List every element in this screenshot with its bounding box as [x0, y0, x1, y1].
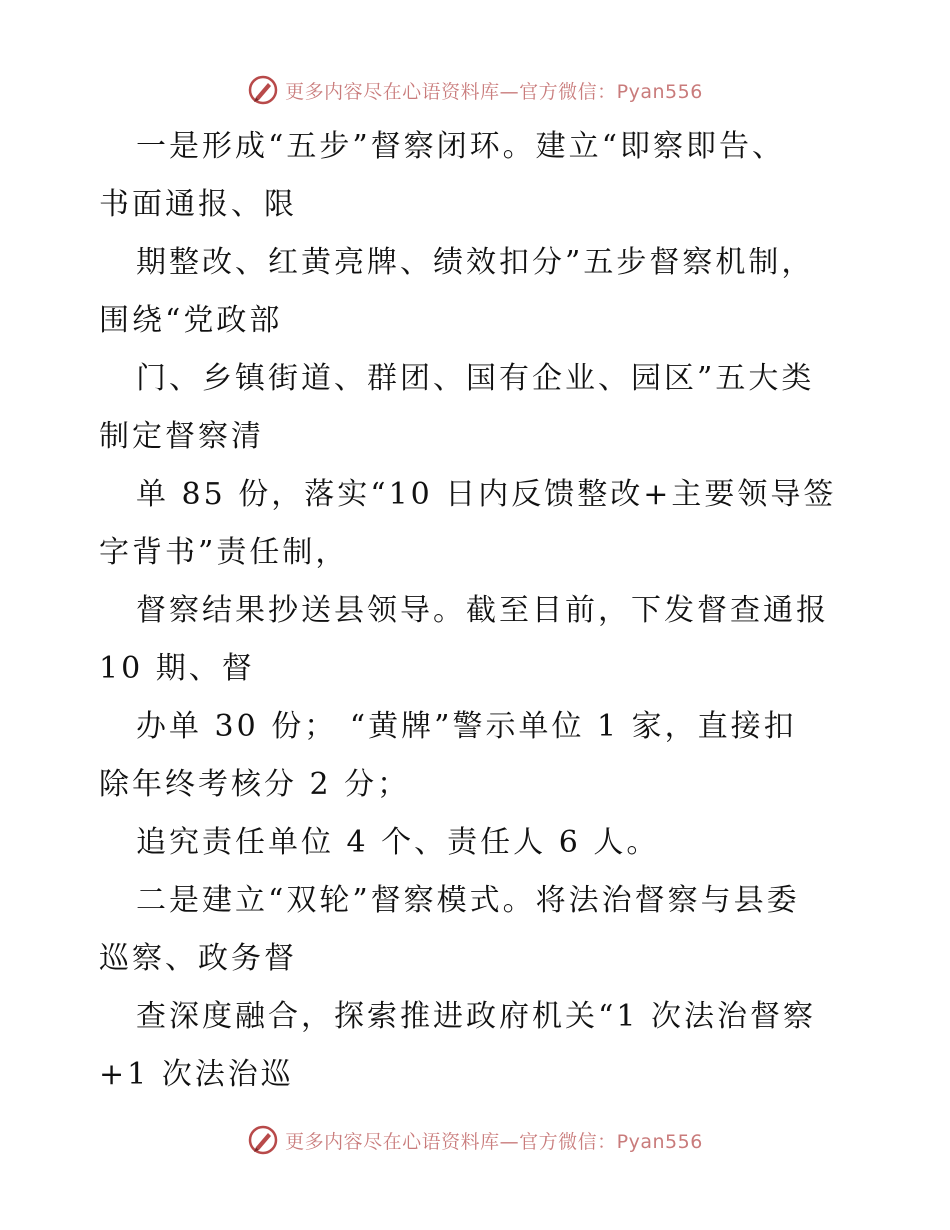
watermark-header — [0, 72, 950, 108]
text-line: 一是形成“五步”督察闭环。建立“即察即告、 — [136, 129, 786, 164]
text-line: 字背书”责任制， — [99, 535, 349, 570]
text-line: 制定督察清 — [99, 419, 264, 454]
text-line: 查深度融合，探索推进政府机关“1 次法治督察 — [136, 999, 816, 1034]
pen-logo-icon — [247, 1124, 279, 1156]
text-line: 期整改、红黄亮牌、绩效扣分”五步督察机制， — [136, 245, 815, 280]
text-line: 门、乡镇街道、群团、国有企业、园区”五大类 — [136, 361, 815, 396]
pen-logo-icon — [247, 74, 279, 106]
watermark-text: 更多内容尽在心语资料库—官方微信：Pyan556 — [285, 1130, 703, 1153]
text-line: 二是建立“双轮”督察模式。将法治督察与县委 — [136, 883, 800, 918]
text-line: 单 85 份，落实“10 日内反馈整改+主要领导签 — [136, 477, 837, 512]
text-line: 书面通报、限 — [99, 187, 297, 222]
watermark-footer — [0, 1122, 950, 1158]
text-line: 督察结果抄送县领导。截至目前，下发督查通报 — [136, 593, 829, 628]
text-line: 追究责任单位 4 个、责任人 6 人。 — [136, 825, 660, 860]
text-line: 10 期、督 — [99, 651, 255, 686]
text-line: +1 次法治巡 — [99, 1057, 294, 1092]
text-line: 办单 30 份； “黄牌”警示单位 1 家，直接扣 — [136, 709, 797, 744]
text-line: 除年终考核分 2 分； — [99, 767, 411, 802]
text-line: 围绕“党政部 — [99, 303, 283, 338]
watermark-text: 更多内容尽在心语资料库—官方微信：Pyan556 — [285, 80, 703, 103]
text-line: 巡察、政务督 — [99, 941, 297, 976]
